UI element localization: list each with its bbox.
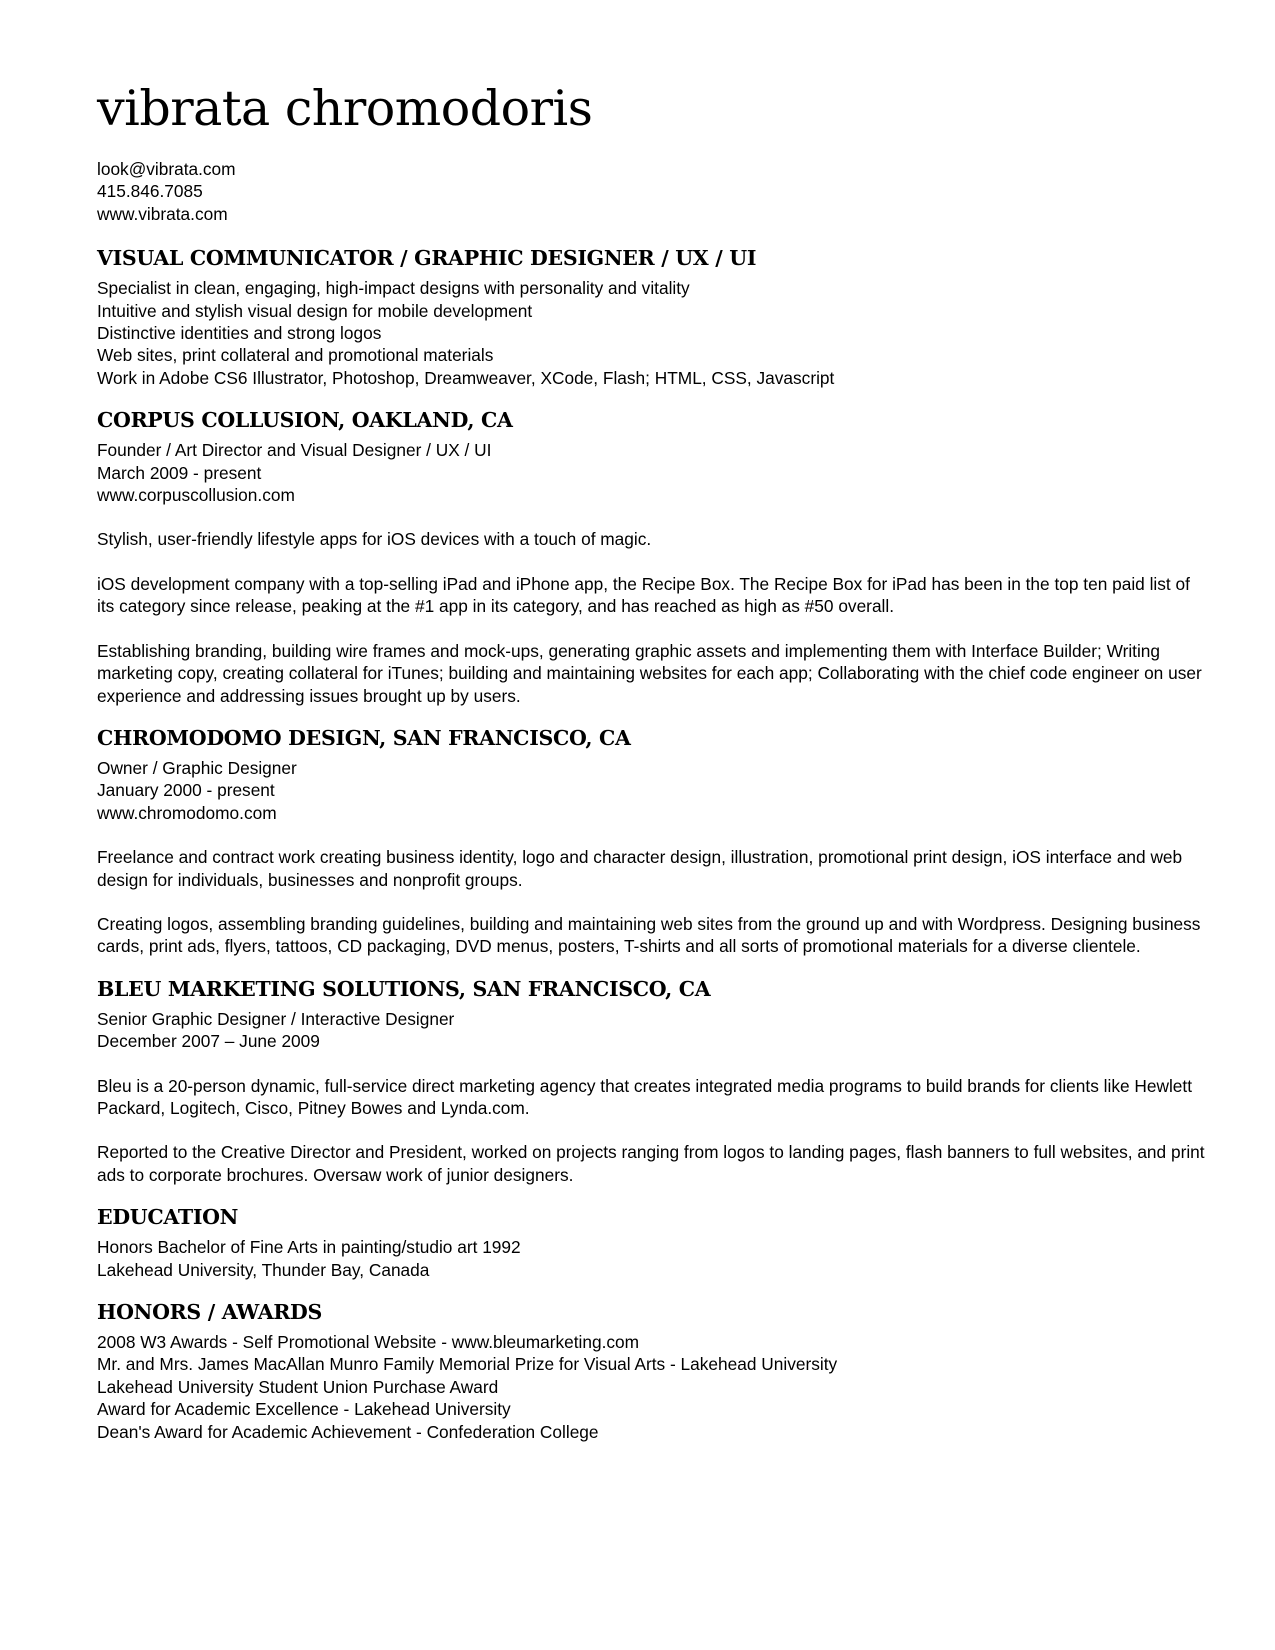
summary-heading: VISUAL COMMUNICATOR / GRAPHIC DESIGNER / UX / UI bbox=[97, 246, 757, 271]
summary-line: Specialist in clean, engaging, high-impact designs with personality and vitality bbox=[97, 278, 690, 299]
job-dates: March 2009 - present bbox=[97, 462, 262, 483]
job-website: www.chromodomo.com bbox=[97, 802, 277, 823]
summary-line: Work in Adobe CS6 Illustrator, Photoshop, Dreamweaver, XCode, Flash; HTML, CSS, Javascript bbox=[97, 367, 835, 388]
education-list bbox=[97, 1236, 1207, 1281]
summary-list bbox=[97, 277, 1207, 389]
award-item: Lakehead University Student Union Purchase Award bbox=[97, 1376, 499, 1397]
job-paragraph: Reported to the Creative Director and President, worked on projects ranging from logos to landing pages, flash banners to full websites, and print ads to corporate brochures. Oversaw work of junior designers. bbox=[97, 1142, 1205, 1185]
summary-line: Web sites, print collateral and promotional materials bbox=[97, 345, 494, 366]
summary-section bbox=[97, 245, 1207, 389]
job-paragraph: Stylish, user-friendly lifestyle apps for iOS devices with a touch of magic. bbox=[97, 529, 652, 550]
awards-heading: HONORS / AWARDS bbox=[97, 1300, 323, 1324]
job-section-chromodomo-design bbox=[97, 725, 1207, 958]
job-heading: BLEU MARKETING SOLUTIONS, SAN FRANCISCO, CA bbox=[97, 976, 711, 1001]
education-line: Lakehead University, Thunder Bay, Canada bbox=[97, 1259, 430, 1280]
award-item: Dean's Award for Academic Achievement - Confederation College bbox=[97, 1421, 599, 1442]
resume-page bbox=[97, 78, 1207, 1443]
job-details bbox=[97, 439, 1207, 506]
award-item: Mr. and Mrs. James MacAllan Munro Family Memorial Prize for Visual Arts - Lakehead University bbox=[97, 1354, 838, 1375]
job-details bbox=[97, 1008, 1207, 1053]
contact-email: look@vibrata.com bbox=[97, 159, 236, 179]
job-dates: January 2000 - present bbox=[97, 780, 275, 801]
contact-block bbox=[97, 158, 1207, 225]
job-paragraph: Bleu is a 20-person dynamic, full-service direct marketing agency that creates integrated media programs to build brands for clients like Hewlett Packard, Logitech, Cisco, Pitney Bowes and Lynda.com. bbox=[97, 1075, 1192, 1118]
job-title: Owner / Graphic Designer bbox=[97, 757, 297, 778]
job-title: Founder / Art Director and Visual Designer / UX / UI bbox=[97, 440, 492, 461]
job-paragraph: Creating logos, assembling branding guidelines, building and maintaining web sites from the ground up and with Wordpress. Designing business cards, print ads, flyers, tattoos, CD packaging, DVD menus, posters, T-shirts and all sorts of promotional materials for a diverse clientele. bbox=[97, 913, 1201, 957]
education-section bbox=[97, 1204, 1207, 1281]
awards-list bbox=[97, 1331, 1207, 1443]
contact-website: www.vibrata.com bbox=[97, 203, 228, 224]
summary-line: Intuitive and stylish visual design for mobile development bbox=[97, 300, 533, 321]
job-paragraph: iOS development company with a top-selling iPad and iPhone app, the Recipe Box. The Recipe Box for iPad has been in the top ten paid list of its category since release, peaking at the #1 app in its category, and has reached as high as #50 overall. bbox=[97, 573, 1190, 617]
award-item: 2008 W3 Awards - Self Promotional Website - www.bleumarketing.com bbox=[97, 1332, 640, 1352]
summary-line: Distinctive identities and strong logos bbox=[97, 323, 382, 344]
job-paragraph: Freelance and contract work creating business identity, logo and character design, illustration, promotional print design, iOS interface and web design for individuals, businesses and nonprofit groups. bbox=[97, 847, 1183, 890]
job-section-corpus-collusion bbox=[97, 407, 1207, 707]
education-heading: EDUCATION bbox=[97, 1205, 239, 1230]
resume-name: vibrata chromodoris bbox=[97, 80, 593, 137]
awards-section bbox=[97, 1299, 1207, 1443]
job-paragraph: Establishing branding, building wire frames and mock-ups, generating graphic assets and implementing them with Interface Builder; Writing marketing copy, creating collateral for iTunes; building and maintaining websites for each app; Collaborating with the chief code engineer on user experience and addressing issues brought up by users. bbox=[97, 640, 1202, 706]
job-dates: December 2007 – June 2009 bbox=[97, 1031, 320, 1052]
job-section-bleu-marketing bbox=[97, 976, 1207, 1186]
job-heading: CHROMODOMO DESIGN, SAN FRANCISCO, CA bbox=[97, 725, 631, 750]
contact-phone: 415.846.7085 bbox=[97, 181, 203, 202]
job-details bbox=[97, 757, 1207, 824]
award-item: Award for Academic Excellence - Lakehead University bbox=[97, 1399, 511, 1420]
job-heading: CORPUS COLLUSION, OAKLAND, CA bbox=[97, 408, 513, 433]
job-website: www.corpuscollusion.com bbox=[97, 485, 295, 506]
job-title: Senior Graphic Designer / Interactive Designer bbox=[97, 1008, 455, 1029]
education-line: Honors Bachelor of Fine Arts in painting/studio art 1992 bbox=[97, 1237, 521, 1258]
